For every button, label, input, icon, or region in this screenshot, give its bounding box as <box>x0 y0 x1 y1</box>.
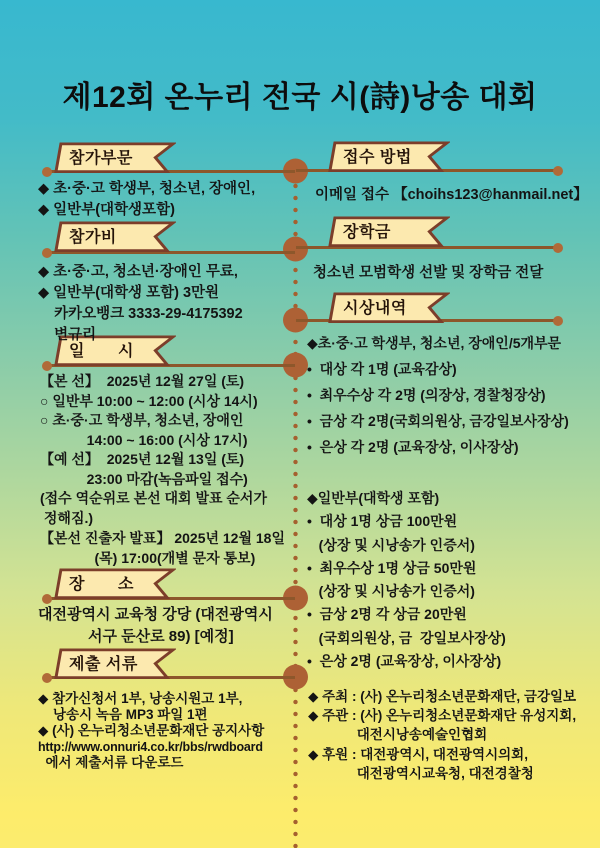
text-line: ○ 초·중·고 학생부, 청소년, 장애인 <box>40 412 244 428</box>
datetime-content <box>40 372 267 528</box>
email-contact[interactable]: 이메일 접수 【choihs123@hanmail.net】 <box>315 187 588 203</box>
text-line: • 금상 2명 각 상금 20만원 <box>307 606 467 623</box>
text-line: 23:00 마감(녹음파일 접수) <box>40 470 248 487</box>
organizers-content <box>308 687 576 783</box>
text-line: 【본선 진출자 발표】 2025년 12월 18일 <box>40 530 285 546</box>
text-line: (상장 및 시낭송가 인증서) <box>307 583 475 600</box>
submission-url-link[interactable]: http://www.onnuri4.co.kr/bbs/rwdboard <box>38 740 263 754</box>
text-line: • 대상 각 1명 (교육감상) <box>307 361 457 377</box>
text-line: 정해짐.) <box>40 509 94 526</box>
awards-student-group <box>307 330 569 460</box>
text-line: 대전시낭송예술인협회 <box>308 727 488 743</box>
ribbon-documents <box>54 648 176 680</box>
text-line: (목) 17:00(개별 문자 통보) <box>40 550 256 566</box>
ribbon-awards <box>328 292 450 324</box>
apply-content <box>315 185 588 206</box>
section-label-datetime: 일 시 <box>69 343 134 361</box>
text-line: (국회의원상, 금 강일보사장상) <box>307 629 506 646</box>
text-line: 【본 선】 2025년 12월 27일 (토) <box>40 373 245 389</box>
finalist-announcement <box>40 528 285 568</box>
text-line: 에서 제출서류 다운로드 <box>38 755 184 770</box>
text-line: • 최우수상 1명 상금 50만원 <box>307 559 477 576</box>
text-line: ○ 일반부 10:00 ~ 12:00 (시상 14시) <box>40 392 258 409</box>
text-line: 【예 선】 2025년 12월 13일 (토) <box>40 451 245 467</box>
text-line: 서구 둔산로 89) [예정] <box>38 628 234 645</box>
text-line: ◆ 후원 : 대전광역시, 대전광역시의회, <box>308 746 528 762</box>
text-line: ◆ (사) 온누리청소년문화재단 공지사항 <box>38 723 265 738</box>
participation-content <box>38 179 255 221</box>
center-dotted-divider <box>293 168 298 848</box>
scholarship-content <box>313 263 543 284</box>
text-line: ◆ 주관 : (사) 온누리청소년문화재단 유성지회, <box>308 708 577 724</box>
text-line: ◆ 초·중·고 학생부, 청소년, 장애인, <box>38 181 256 197</box>
text-line: ◆ 참가신청서 1부, 낭송시원고 1부, <box>38 691 243 706</box>
ribbon-participation <box>54 142 176 174</box>
divider-node <box>283 237 308 262</box>
text-line: ◆ 주최 : (사) 온누리청소년문화재단, 금강일보 <box>308 689 577 704</box>
section-label-fee: 참가비 <box>69 229 117 247</box>
text-line: 청소년 모범학생 선발 및 장학금 전달 <box>313 265 544 281</box>
section-label-documents: 제출 서류 <box>69 656 138 674</box>
text-line: ◆ 일반부(대학생포함) <box>38 202 175 218</box>
text-line: • 은상 각 2명 (교육장상, 이사장상) <box>307 439 519 455</box>
text-line: 14:00 ~ 16:00 (시상 17시) <box>40 431 248 448</box>
text-line: 카카오뱅크 3333-29-4175392 <box>38 306 243 322</box>
section-label-scholarship: 장학금 <box>343 224 391 242</box>
text-line: 변규리 <box>38 327 97 343</box>
ribbon-apply <box>328 141 450 173</box>
text-line: (상장 및 시낭송가 인증서) <box>307 536 475 553</box>
text-line: • 최우수상 각 2명 (의장상, 경찰청장상) <box>307 387 546 403</box>
section-label-participation: 참가부문 <box>69 150 133 168</box>
section-label-venue: 장 소 <box>69 576 134 594</box>
text-line: (접수 역순위로 본선 대회 발표 순서가 <box>40 490 267 506</box>
venue-content <box>38 604 273 648</box>
text-line: • 금상 각 2명(국회의원상, 금강일보사장상) <box>307 413 569 429</box>
text-line: 대전광역시 교육청 강당 (대전광역시 <box>38 606 273 623</box>
text-line: • 대상 1명 상금 100만원 <box>307 513 458 530</box>
ribbon-scholarship <box>328 216 450 248</box>
text-line: 낭송시 녹음 MP3 파일 1편 <box>38 707 208 722</box>
fee-content <box>38 262 243 346</box>
ribbon-venue <box>54 568 176 600</box>
text-line: 대전광역시교육청, 대전경찰청 <box>308 765 534 781</box>
text-line: ◆초·중·고 학생부, 청소년, 장애인/5개부문 <box>307 335 562 351</box>
section-label-apply: 접수 방법 <box>343 149 412 167</box>
text-line: ◆일반부(대학생 포함) <box>307 490 440 506</box>
poster-title: 제12회 온누리 전국 시(詩)낭송 대회 <box>62 81 538 114</box>
text-line: ◆ 초·중·고, 청소년·장애인 무료, <box>38 264 238 280</box>
documents-content <box>38 691 264 771</box>
ribbon-fee <box>54 221 176 253</box>
text-line: ◆ 일반부(대학생 포함) 3만원 <box>38 285 220 301</box>
text-line: • 은상 2명 (교육장상, 이사장상) <box>307 653 502 670</box>
section-label-awards: 시상내역 <box>343 300 407 318</box>
awards-general-group <box>307 487 506 673</box>
